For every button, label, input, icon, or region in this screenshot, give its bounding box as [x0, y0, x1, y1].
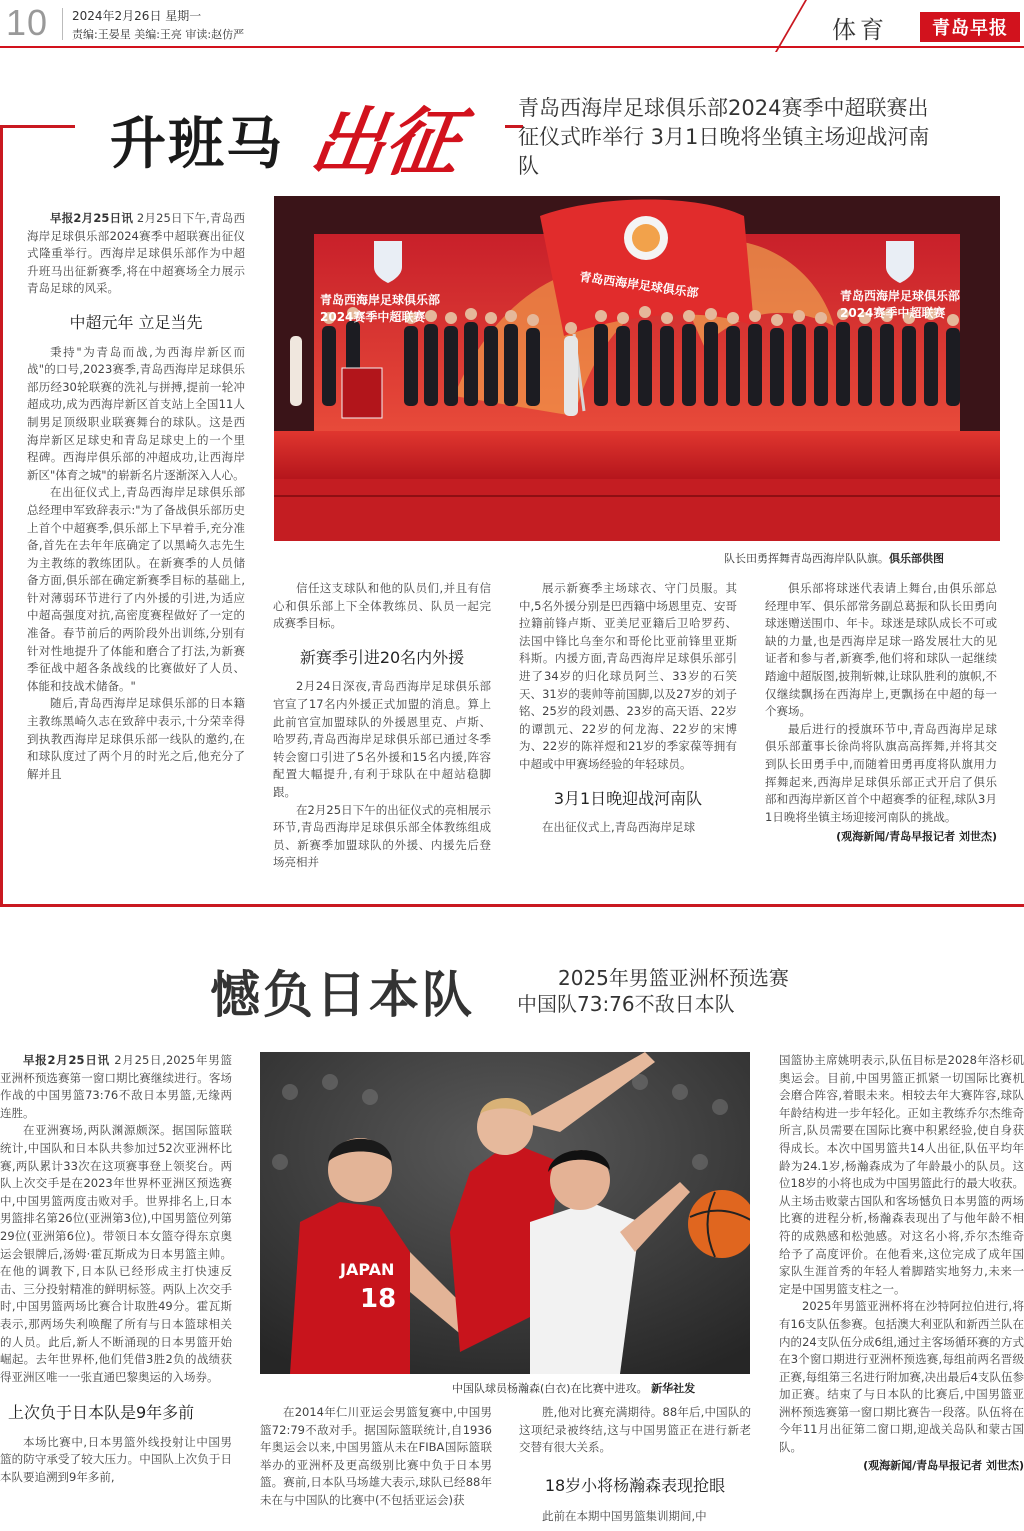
paragraph: 2025年男篮亚洲杯将在沙特阿拉伯进行,将有16支队伍参赛。包括澳大利亚队和新西兰队在内的24支队伍分成6组,通过主客场循环赛的方式在3个窗口期进行亚洲杯预选赛,每组前两名晋级正赛,每组第三名进行附加赛,决出最后4支队伍参加正赛。结束了与日本队的比赛后,中国男篮亚洲杯预选赛第一窗口期比赛告一段落。队伍将在今年11月出征第二窗口期,迎战关岛队和蒙古国队。 — [779, 1299, 1024, 1455]
story2-column-4 — [779, 1052, 1024, 1474]
photo2-jersey-text: JAPAN — [340, 1260, 395, 1279]
photo-credit: 俱乐部供图 — [889, 552, 944, 565]
story1-frame-left — [0, 125, 3, 905]
paragraph: 在2月25日下午的出征仪式的亮相展示环节,青岛西海岸足球俱乐部全体教练组成员、新赛季加盟球队的外援、内援先后登场亮相并 — [273, 802, 491, 870]
paragraph: 在2014年仁川亚运会男篮复赛中,中国男篮72:79不敌对手。据国际篮联统计,自1936年奥运会以来,中国男篮从未在FIBA国际篮联举办的亚洲杯及更高级别比赛中负于日本男篮。赛前,日本队马场雄大表示,球队已经88年未在与中国队的比赛中(不包括亚运会)获 — [260, 1405, 492, 1507]
issue-date: 2024年2月26日 星期一 — [72, 9, 202, 23]
story1-column-1 — [27, 210, 245, 783]
story1-byline: (观海新闻/青岛早报记者 刘世杰) — [836, 830, 997, 844]
caption-text: 中国队球员杨瀚森(白衣)在比赛中进攻。 — [452, 1382, 648, 1395]
paragraph: 最后进行的授旗环节中,青岛西海岸足球俱乐部董事长徐尚将队旗高高挥舞,并将其交到队长田勇手中,而随着田勇再度将队旗用力挥舞起来,西海岸足球俱乐部正式开启了俱乐部和西海岸新区首个中超赛季的征程,球队3月1日晚将坐镇主场迎接河南队的挑战。 — [765, 721, 997, 824]
subhead-1: 上次负于日本队是9年多前 — [8, 1403, 195, 1423]
paragraph: 俱乐部将球迷代表请上舞台,由俱乐部总经理申军、俱乐部常务副总葛振和队长田勇向球迷赠送围巾、年卡。球迷是球队成长不可或缺的力量,也是西海岸足球一路发展壮大的见证者和参与者,新赛季,他们将和球队一起继续踏逾中超版图,披荆斩棘,让球队胜利的旗帜,不仅继续飘扬在西海岸上,更飘扬在中超的每一个赛场。 — [765, 581, 997, 719]
photo1-banner-left: 青岛西海岸足球俱乐部 2024赛季中超联赛 — [320, 293, 441, 324]
subhead-2: 18岁小将杨瀚森表现抢眼 — [544, 1475, 726, 1495]
story2-subheadline-1: 2025年男篮亚洲杯预选赛 — [558, 966, 789, 990]
paragraph: 在出征仪式上,青岛西海岸足球 — [542, 820, 696, 835]
dateline: 早报2月25日讯 — [23, 1053, 110, 1067]
story1-column-3 — [519, 580, 737, 837]
story1-frame-bottom — [0, 904, 1024, 907]
story2-photo-caption — [452, 1380, 695, 1396]
story2-column-3 — [519, 1404, 751, 1526]
paragraph: 本场比赛中,日本男篮外线投射让中国男篮的防守承受了较大压力。中国队上次负于日本队要追溯到9年多前, — [0, 1434, 232, 1485]
story1-headline-accent: 出征 — [305, 100, 466, 186]
story1-column-2 — [273, 580, 491, 872]
story2-column-2 — [260, 1404, 492, 1510]
paragraph: 2月25日下午,青岛西海岸足球俱乐部2024赛季中超联赛出征仪式隆重举行。西海岸足球俱乐部作为中超升班马出征新赛季,将在中超赛场全力展示青岛足球的风采。 — [27, 211, 245, 296]
photo1-banner-right: 青岛西海岸足球俱乐部 2024赛季中超联赛 — [840, 289, 961, 320]
paragraph: 展示新赛季主场球衣、守门员服。其中,5名外援分别是巴西籍中场恩里克、安哥拉籍前锋卢斯、亚美尼亚籍后卫哈罗药、法国中锋比乌奎尔和哥伦比亚前锋里亚斯科斯。内援方面,青岛西海岸足球俱乐部引进了34岁的归化球员阿兰、33岁的石笑天、31岁的裴帅等前国脚,以及27岁的刘子铭、25岁的段刘愚、23岁的高天语、22岁的谭凯元、22岁的何龙海、22岁的宋博为、22岁的陈祥煜和21岁的季家葆等拥有中超或中甲赛场经验的年轻球员。 — [519, 581, 737, 771]
story2-photo — [260, 1052, 750, 1374]
paragraph: 此前在本期中国男篮集训期间,中 — [542, 1509, 707, 1524]
story2-subheadline-2: 中国队73:76不敌日本队 — [517, 992, 735, 1016]
paragraph: 胜,他对比赛充满期待。88年后,中国队的这项纪录被终结,这与中国男篮正在进行新老交替有很大关系。 — [519, 1405, 751, 1455]
header-rule — [0, 46, 1024, 48]
page-number: 10 — [6, 2, 49, 43]
story1-photo-caption — [724, 550, 944, 566]
paragraph: 随后,青岛西海岸足球俱乐部的日本籍主教练黑崎久志在致辞中表示,十分荣幸得到执教西海岸足球俱乐部一线队的邀约,在和球队度过了两个月的时光之后,他充分了解并且 — [27, 696, 245, 781]
dateline: 早报2月25日讯 — [50, 211, 134, 225]
paragraph: 2月24日深夜,青岛西海岸足球俱乐部官宣了17名内外援正式加盟的消息。算上此前官宣加盟球队的外援恩里克、卢斯、哈罗药,青岛西海岸足球俱乐部已通过冬季转会窗口引进了5名外援和15名内援,阵容配置大幅提升,有利于球队在中超站稳脚跟。 — [273, 679, 491, 799]
paragraph: 在亚洲赛场,两队渊源颇深。据国际篮联统计,中国队和日本队共参加过52次亚洲杯比赛,两队累计33次在这项赛事登上领奖台。两队上次交手是在2023年世界杯亚洲区预选赛中,中国男篮两度击败对手。世界排名上,日本男篮排名第26位(亚洲第3位),中国男篮位列第29位(亚洲第6位)。带领日本女篮夺得东京奥运会银牌后,汤姆·霍瓦斯成为日本男篮主帅。在他的调教下,日本队已经形成主打快速反击、三分投射精准的鲜明标签。两队上次交手时,中国男篮两场比赛合计取胜49分。霍瓦斯表示,那两场失利唤醒了所有与日本篮球相关的人员。此后,新人不断涌现的日本男篮开始崛起。去年世界杯,他们凭借3胜2负的战绩获得亚洲区唯一一张直通巴黎奥运的入场券。 — [0, 1123, 232, 1384]
paragraph: 信任这支球队和他的队员们,并且有信心和俱乐部上下全体教练员、队员一起完成赛季目标。 — [273, 581, 491, 631]
story2-column-1 — [0, 1052, 232, 1487]
paragraph: 在出征仪式上,青岛西海岸足球俱乐部总经理申军致辞表示:"为了备战俱乐部历史上首个中超赛季,俱乐部上下早着手,充分准备,首先在去年年底确定了以黑崎久志先生为主教练的教练团队。在新赛季的人员储备方面,俱乐部在确定新赛季目标的基础上,针对薄弱环节进行了内外援的引进,为适应中超高强度对抗,高密度赛程做好了一定的准备。春节前后的两阶段外出训练,分别有针对性地提升了体能和磨合了打法,为新赛季征战中超各条战线的比赛做好了人员、体能和技战术储备。" — [27, 485, 245, 693]
section-name: 体育 — [832, 16, 888, 44]
header-diagonal-rule — [775, 0, 807, 52]
subhead-3: 3月1日晚迎战河南队 — [553, 788, 703, 808]
paragraph: 秉持"为青岛而战,为西海岸新区而战"的口号,2023赛季,青岛西海岸足球俱乐部历经30轮联赛的洗礼与拼搏,提前一轮冲超成功,成为西海岸新区首支站上全国11人制男足顶级职业联赛舞台的球队。这是西海岸新区足球史和青岛足球史上的一个里程碑。西海岸俱乐部的冲超成功,让西海岸新区"体育之城"的崭新名片逐渐深入人心。 — [27, 344, 245, 482]
photo1-flag-text: 青岛西海岸足球俱乐部 — [578, 269, 700, 301]
story2-headline: 憾负日本队 — [210, 966, 475, 1024]
paragraph: 国篮协主席姚明表示,队伍目标是2028年洛杉矶奥运会。目前,中国男篮正抓紧一切国际比赛机会磨合阵容,着眼未来。相较去年大赛阵容,球队年龄结构进一步年轻化。正如主教练乔尔杰维奇所言,队员需要在国际比赛中积累经验,使自身获得成长。本次中国男篮共14人出征,队伍平均年龄为24.1岁,杨瀚森成为了年龄最小的队员。这位18岁的小将也成为中国男篮此行的最大收获。从主场击败蒙古国队和客场憾负日本男篮的两场比赛的进程分析,杨瀚森表现出了与他年龄不相符的成熟感和松弛感。对这名小将,乔尔杰维奇给予了高度评价。在他看来,这位完成了成年国家队生涯首秀的年轻人着脚踏实地努力,未来一定是中国男篮支柱之一。 — [779, 1053, 1024, 1296]
editorial-staff: 责编:王晏星 美编:王亮 审读:赵仿严 — [72, 28, 245, 41]
paragraph: 2月25日,2025年男篮亚洲杯预选赛第一窗口期比赛继续进行。客场作战的中国男篮73:76不敌日本男篮,无缘两连胜。 — [0, 1053, 232, 1120]
story1-headline: 升班马 — [110, 112, 284, 177]
photo2-jersey-number: 18 — [360, 1284, 397, 1314]
story1-column-4 — [765, 580, 997, 846]
subhead-1: 中超元年 立足当先 — [69, 312, 203, 332]
story2-byline: (观海新闻/青岛早报记者 刘世杰) — [863, 1458, 1024, 1472]
caption-text: 队长田勇挥舞青岛西海岸队队旗。 — [724, 552, 889, 565]
photo-credit: 新华社发 — [651, 1382, 696, 1395]
story1-photo — [274, 196, 1000, 541]
story1-frame-top — [0, 125, 75, 128]
subhead-2: 新赛季引进20名内外援 — [299, 647, 465, 667]
story1-subheadline: 青岛西海岸足球俱乐部2024赛季中超联赛出征仪式昨举行 3月1日晚将坐镇主场迎战河南队 — [518, 96, 930, 178]
newspaper-logo: 青岛早报 — [920, 12, 1020, 42]
header-divider — [62, 8, 63, 40]
